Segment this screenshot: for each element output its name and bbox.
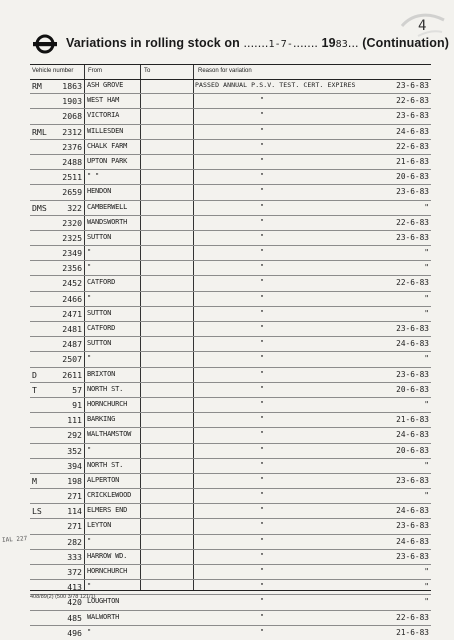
- table-header: [30, 65, 431, 80]
- vehicle-number: 1903: [62, 96, 82, 107]
- from-garage: CAMBERWELL: [87, 202, 128, 211]
- table-row: [30, 398, 431, 413]
- table-row: [30, 140, 431, 155]
- from-garage: ": [87, 445, 92, 454]
- from-garage: WEST HAM: [87, 96, 120, 105]
- from-garage: ": [87, 248, 92, 257]
- reason-for-variation: ": [259, 445, 265, 454]
- reason-for-variation: ": [259, 597, 265, 606]
- expiry-date: ": [424, 460, 429, 470]
- vehicle-number: 2488: [62, 156, 82, 167]
- expiry-date: 23-6-83: [396, 324, 429, 333]
- expiry-date: 21-6-83: [396, 156, 429, 166]
- from-garage: NORTH ST.: [87, 460, 124, 469]
- expiry-date: ": [424, 248, 429, 258]
- reason-for-variation: ": [259, 187, 265, 196]
- header-from: From: [88, 68, 102, 74]
- from-garage: WILLESDEN: [87, 126, 124, 135]
- from-garage: HARROW WD.: [87, 551, 128, 560]
- table-row: [30, 444, 431, 459]
- reason-for-variation: ": [259, 248, 265, 257]
- from-garage: ALPERTON: [87, 475, 120, 484]
- expiry-date: ": [424, 354, 429, 364]
- vehicle-number: 271: [67, 491, 82, 502]
- vehicle-number: 114: [67, 506, 82, 517]
- vehicle-number: 2312: [62, 126, 82, 137]
- vehicle-number: 322: [67, 202, 82, 213]
- reason-for-variation: ": [259, 172, 265, 181]
- vehicle-number: 2068: [62, 111, 82, 122]
- table-row: [30, 368, 431, 383]
- vehicle-number: 333: [67, 551, 82, 562]
- from-garage: ELMERS END: [87, 506, 128, 515]
- reason-for-variation: ": [259, 415, 265, 424]
- from-garage: CRICKLEWOOD: [87, 491, 132, 500]
- table-row: [30, 504, 431, 519]
- expiry-date: 24-6-83: [396, 126, 429, 136]
- expiry-date: 23-6-83: [396, 475, 429, 485]
- expiry-date: 24-6-83: [396, 430, 429, 440]
- expiry-date: 20-6-83: [396, 172, 429, 182]
- header-to: To: [144, 68, 151, 74]
- table-row: [30, 337, 431, 352]
- from-garage: WALWORTH: [87, 612, 120, 621]
- expiry-date: 22-6-83: [396, 612, 429, 622]
- table-row: [30, 459, 431, 474]
- from-garage: " ": [87, 172, 100, 181]
- form-reference: 408/89(2) (500 3/78 121/1): [30, 594, 96, 600]
- date-dots-left: .......: [243, 36, 269, 50]
- table-row: [30, 519, 431, 534]
- expiry-date: 22-6-83: [396, 217, 429, 227]
- reason-for-variation: ": [259, 521, 265, 530]
- expiry-date: 21-6-83: [396, 627, 429, 637]
- from-garage: WALTHAMSTOW: [87, 430, 132, 439]
- reason-for-variation: ": [259, 111, 265, 120]
- from-garage: ": [87, 627, 92, 636]
- from-garage: SUTTON: [87, 308, 112, 317]
- expiry-date: 22-6-83: [396, 96, 429, 106]
- expiry-date: ": [424, 293, 429, 303]
- expiry-date: 23-6-83: [396, 81, 429, 90]
- vehicle-number: 271: [67, 521, 82, 532]
- vehicle-class: T: [32, 384, 37, 395]
- reason-for-variation: ": [259, 506, 265, 515]
- vehicle-number: 2487: [62, 339, 82, 350]
- table-row: [30, 535, 431, 550]
- reason-for-variation: ": [259, 460, 265, 469]
- page-number: 4: [418, 18, 427, 34]
- table-row: [30, 352, 431, 367]
- reason-for-variation: ": [259, 430, 265, 439]
- reason-for-variation: ": [259, 369, 265, 378]
- table-row: [30, 125, 431, 140]
- vehicle-class: M: [32, 475, 37, 486]
- from-garage: HORNCHURCH: [87, 399, 128, 408]
- table-row: [30, 565, 431, 580]
- from-garage: VICTORIA: [87, 111, 120, 120]
- vehicle-number: 2356: [62, 263, 82, 274]
- from-garage: BRIXTON: [87, 369, 116, 378]
- vehicle-number: 2511: [62, 172, 82, 183]
- vehicle-number: 496: [67, 627, 82, 638]
- from-garage: HENDON: [87, 187, 112, 196]
- vehicle-number: 292: [67, 430, 82, 441]
- expiry-date: ": [424, 308, 429, 318]
- table-row: [30, 611, 431, 626]
- from-garage: ASH GROVE: [87, 81, 124, 89]
- reason-for-variation: ": [259, 536, 265, 545]
- from-garage: CATFORD: [87, 324, 116, 332]
- vehicle-number: 57: [72, 384, 82, 395]
- london-transport-roundel-logo: [33, 34, 57, 54]
- reason-for-variation: ": [259, 232, 265, 241]
- reason-for-variation: ": [259, 217, 265, 226]
- vehicle-class: LS: [32, 506, 42, 517]
- vehicle-number: 352: [67, 445, 82, 456]
- table-row: [30, 383, 431, 398]
- date-value: 1-7-: [268, 39, 293, 50]
- vehicle-class: DMS: [32, 202, 47, 213]
- expiry-date: 20-6-83: [396, 384, 429, 394]
- year-value: 83: [335, 39, 348, 50]
- from-garage: WANDSWORTH: [87, 217, 128, 226]
- from-garage: ": [87, 263, 92, 272]
- reason-for-variation: ": [259, 475, 265, 484]
- reason-for-variation: ": [259, 278, 265, 287]
- table-row: [30, 550, 431, 565]
- reason-for-variation: ": [259, 567, 265, 575]
- expiry-date: 23-6-83: [396, 232, 429, 242]
- header-vehicle-number: Vehicle number: [32, 68, 74, 74]
- reason-for-variation: ": [259, 551, 265, 560]
- title-text: Variations in rolling stock on: [66, 36, 240, 50]
- expiry-date: ": [424, 567, 429, 576]
- table-row: [30, 292, 431, 307]
- expiry-date: 24-6-83: [396, 339, 429, 349]
- reason-for-variation: ": [259, 156, 265, 165]
- expiry-date: 24-6-83: [396, 506, 429, 516]
- vehicle-number: 485: [67, 612, 82, 623]
- vehicle-number: 2320: [62, 217, 82, 228]
- table-row: [30, 201, 431, 216]
- reason-for-variation: ": [259, 399, 265, 408]
- year-dots: ...: [347, 36, 359, 50]
- vehicle-number: 2452: [62, 278, 82, 289]
- reason-for-variation: ": [259, 324, 265, 332]
- table-row: [30, 413, 431, 428]
- reason-for-variation: ": [259, 141, 265, 150]
- vehicle-number: 91: [72, 399, 82, 410]
- reason-for-variation: PASSED ANNUAL P.S.V. TEST. CERT. EXPIRES: [195, 81, 356, 89]
- reason-for-variation: ": [259, 384, 265, 393]
- form-title: [66, 36, 449, 50]
- reason-for-variation: ": [259, 354, 265, 363]
- reason-for-variation: ": [259, 627, 265, 636]
- year-prefix: 19: [321, 36, 336, 50]
- expiry-date: 20-6-83: [396, 445, 429, 455]
- table-row: [30, 474, 431, 489]
- table-row: [30, 322, 431, 337]
- vehicle-number: 2466: [62, 293, 82, 304]
- reason-for-variation: ": [259, 96, 265, 105]
- table-row: [30, 170, 431, 185]
- expiry-date: ": [424, 491, 429, 501]
- table-row: [30, 246, 431, 261]
- vehicle-class: RML: [32, 126, 47, 137]
- table-row: [30, 79, 431, 94]
- reason-for-variation: ": [259, 612, 265, 621]
- vehicle-number: 2611: [62, 369, 82, 380]
- vehicle-number: 2349: [62, 248, 82, 259]
- table-row: [30, 94, 431, 109]
- vehicle-class: D: [32, 369, 37, 380]
- reason-for-variation: ": [259, 293, 265, 302]
- table-row: [30, 626, 431, 640]
- from-garage: SUTTON: [87, 232, 112, 241]
- table-row: [30, 261, 431, 276]
- expiry-date: ": [424, 263, 429, 273]
- expiry-date: 23-6-83: [396, 521, 429, 531]
- expiry-date: 23-6-83: [396, 111, 429, 121]
- vehicle-number: 111: [67, 415, 82, 426]
- vehicle-number: 282: [67, 536, 82, 547]
- from-garage: ": [87, 293, 92, 302]
- header-reason: Reason for variation: [198, 68, 252, 74]
- vehicle-class: RM: [32, 81, 42, 91]
- table-row: [30, 489, 431, 504]
- reason-for-variation: ": [259, 339, 265, 348]
- expiry-date: 24-6-83: [396, 536, 429, 546]
- reason-for-variation: ": [259, 263, 265, 272]
- expiry-date: 22-6-83: [396, 141, 429, 151]
- expiry-date: ": [424, 202, 429, 212]
- vehicle-number: 420: [67, 597, 82, 608]
- expiry-date: 23-6-83: [396, 369, 429, 379]
- table-row: [30, 307, 431, 322]
- from-garage: CATFORD: [87, 278, 116, 287]
- reason-for-variation: ": [259, 308, 265, 317]
- table-row: [30, 109, 431, 124]
- from-garage: LOUGHTON: [87, 597, 120, 606]
- expiry-date: 21-6-83: [396, 415, 429, 425]
- expiry-date: ": [424, 582, 429, 592]
- from-garage: BARKING: [87, 415, 116, 424]
- table-row: [30, 231, 431, 246]
- from-garage: UPTON PARK: [87, 156, 128, 165]
- from-garage: CHALK FARM: [87, 141, 128, 150]
- from-garage: ": [87, 582, 92, 591]
- reason-for-variation: ": [259, 491, 265, 500]
- reason-for-variation: ": [259, 582, 265, 591]
- table-row: [30, 185, 431, 200]
- vehicle-number: 394: [67, 460, 82, 471]
- from-garage: NORTH ST.: [87, 384, 124, 393]
- vehicle-number: 2325: [62, 232, 82, 243]
- expiry-date: ": [424, 399, 429, 409]
- from-garage: LEYTON: [87, 521, 112, 530]
- table-row: [30, 155, 431, 170]
- expiry-date: ": [424, 597, 429, 607]
- from-garage: HORNCHURCH: [87, 567, 128, 575]
- vehicle-number: 372: [67, 567, 82, 577]
- table-row: [30, 276, 431, 291]
- expiry-date: 22-6-83: [396, 278, 429, 288]
- reason-for-variation: ": [259, 126, 265, 135]
- expiry-date: 23-6-83: [396, 551, 429, 561]
- expiry-date: 23-6-83: [396, 187, 429, 197]
- margin-note: IAL 227: [1, 535, 28, 544]
- vehicle-number: 2507: [62, 354, 82, 365]
- vehicle-number: 2659: [62, 187, 82, 198]
- vehicle-number: 2481: [62, 324, 82, 334]
- vehicle-number: 2471: [62, 308, 82, 319]
- date-dots-right: .......: [292, 36, 318, 50]
- vehicle-number: 2376: [62, 141, 82, 152]
- table-row: [30, 216, 431, 231]
- from-garage: SUTTON: [87, 339, 112, 348]
- continuation-label: (Continuation): [362, 36, 449, 50]
- reason-for-variation: ": [259, 202, 265, 211]
- vehicle-number: 413: [67, 582, 82, 593]
- from-garage: ": [87, 354, 92, 363]
- from-garage: ": [87, 536, 92, 545]
- vehicle-number: 1863: [62, 81, 82, 91]
- table-row: [30, 428, 431, 443]
- vehicle-number: 198: [67, 475, 82, 486]
